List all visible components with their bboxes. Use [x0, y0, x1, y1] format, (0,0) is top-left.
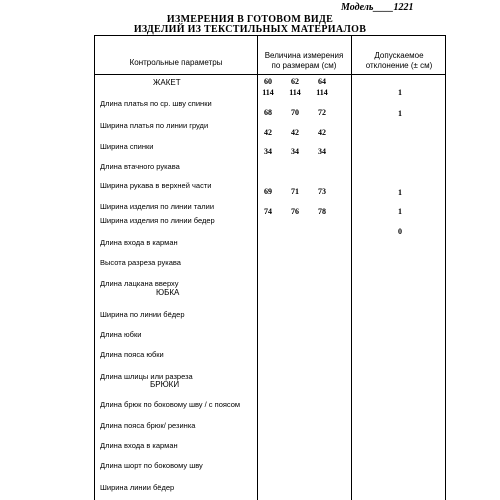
row-5-v60: 69	[264, 187, 272, 196]
row-0-v60: 114	[262, 88, 274, 97]
skirt-row-1: Длина юбки	[100, 330, 142, 339]
row-1-label: Ширина платья по линии груди	[100, 121, 209, 130]
row-7-label: Длина входа в карман	[100, 238, 178, 247]
row-0-v64: 114	[316, 88, 328, 97]
row-7-tol: 0	[398, 227, 402, 236]
title-line-1: ИЗМЕРЕНИЯ В ГОТОВОМ ВИДЕ	[166, 14, 334, 25]
row-9-label: Длина лацкана вверху	[100, 279, 179, 288]
header-tolerance: Допускаемое отклонение (± см)	[365, 51, 433, 70]
row-2-label: Ширина спинки	[100, 142, 154, 151]
skirt-row-3: Длина шлицы или разреза	[100, 372, 193, 381]
row-5-label: Ширина изделия по линии талии	[100, 202, 215, 211]
row-6-v62: 76	[291, 207, 299, 216]
trouser-row-1: Длина пояса брюк/ резинка	[100, 421, 196, 430]
model-number: Модель____1221	[341, 2, 414, 13]
row-5-v64: 73	[318, 187, 326, 196]
trouser-row-0: Длина брюк по боковому шву / с поясом	[100, 400, 241, 409]
skirt-row-2: Длина пояса юбки	[100, 350, 164, 359]
row-1-tol: 1	[398, 109, 402, 118]
header-params: Контрольные параметры	[129, 58, 223, 67]
size-60: 60	[264, 77, 272, 86]
row-5-v62: 71	[291, 187, 299, 196]
row-6-v64: 78	[318, 207, 326, 216]
row-2-v60: 42	[264, 128, 272, 137]
row-6-label: Ширина изделия по линии бедер	[100, 216, 215, 225]
row-2-v64: 42	[318, 128, 326, 137]
row-3-label: Длина втачного рукава	[100, 162, 180, 171]
header-measure: Величина измерения по размерам (см)	[264, 51, 344, 70]
row-5-tol: 1	[398, 188, 402, 197]
row-2-v62: 42	[291, 128, 299, 137]
row-0-tol: 1	[398, 88, 402, 97]
trouser-row-3: Длина шорт по боковому шву	[100, 461, 203, 470]
title-line-2: ИЗДЕЛИЙ ИЗ ТЕКСТИЛЬНЫХ МАТЕРИАЛОВ	[133, 24, 367, 35]
row-0-v62: 114	[289, 88, 301, 97]
size-64: 64	[318, 77, 326, 86]
row-4-label: Ширина рукава в верхней части	[100, 181, 212, 190]
size-62: 62	[291, 77, 299, 86]
row-3-v62: 34	[291, 147, 299, 156]
row-8-label: Высота разреза рукава	[100, 258, 181, 267]
row-0-label: Длина платья по ср. шву спинки	[100, 99, 212, 108]
section-trousers: БРЮКИ	[150, 380, 180, 389]
row-6-tol: 1	[398, 207, 402, 216]
section-jacket: ЖАКЕТ	[153, 78, 181, 87]
row-3-v60: 34	[264, 147, 272, 156]
row-1-v64: 72	[318, 108, 326, 117]
row-1-v60: 68	[264, 108, 272, 117]
row-3-v64: 34	[318, 147, 326, 156]
trouser-row-4: Ширина линии бёдер	[100, 483, 175, 492]
row-1-v62: 70	[291, 108, 299, 117]
row-6-v60: 74	[264, 207, 272, 216]
skirt-row-0: Ширина по линии бёдер	[100, 310, 185, 319]
section-skirt: ЮБКА	[156, 288, 180, 297]
trouser-row-2: Длина входа в карман	[100, 441, 178, 450]
